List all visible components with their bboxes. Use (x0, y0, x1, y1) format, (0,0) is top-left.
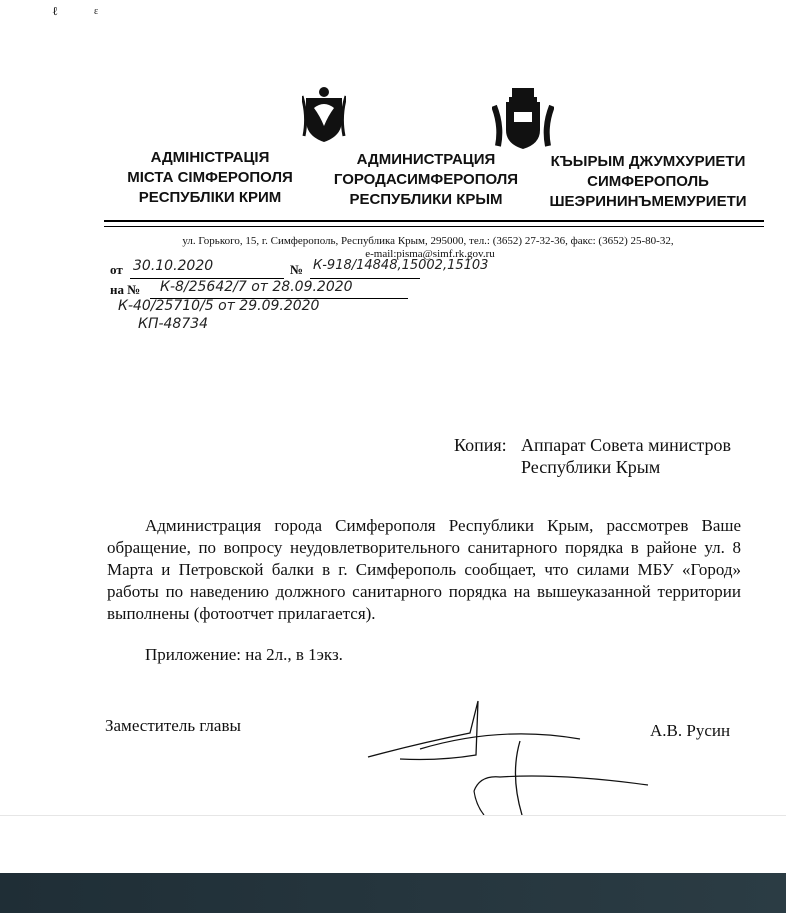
signatory-name: А.В. Русин (650, 721, 731, 740)
reference-label: на № (110, 282, 141, 297)
attachment-note: Приложение: на 2л., в 1экз. (145, 645, 343, 664)
header-center-line: АДМИНИСТРАЦИЯ (356, 151, 496, 168)
header-left-line: МІСТА СІМФЕРОПОЛЯ (127, 169, 293, 186)
number-value: К-918/14848,15002,15103 (313, 258, 489, 273)
header-left-line: АДМІНІСТРАЦІЯ (150, 149, 270, 166)
header-center-line: ГОРОДАСИМФЕРОПОЛЯ (333, 171, 519, 188)
header-russian (320, 150, 532, 210)
header-ukrainian (115, 148, 305, 208)
signatory-position: Заместитель главы (105, 716, 241, 735)
simferopol-coat-of-arms-icon (492, 86, 554, 152)
address-line: ул. Горького, 15, г. Симферополь, Республика Крым, 295000, тел.: (3652) 27-32-36, факс: (3652) 25-80-32, (182, 235, 674, 247)
scan-mark: ℓ (52, 4, 58, 18)
header-right-line: ШЕЭРИНИНЪМЕМУРИЕТИ (549, 193, 747, 210)
handwritten-signature (360, 695, 650, 815)
copy-recipient-line-2: Республики Крым (521, 457, 661, 477)
from-label: от (110, 262, 123, 277)
reference-line-4: КП-48734 (138, 316, 209, 332)
scan-mark: ɛ (94, 6, 99, 17)
copy-recipient-line-1: Аппарат Совета министров (521, 435, 731, 455)
viewer-footer-bar (0, 873, 786, 913)
reference-value: К-8/25642/7 от 28.09.2020 (160, 279, 353, 295)
copy-label: Копия: (454, 435, 507, 455)
header-right-line: СИМФЕРОПОЛЬ (587, 173, 709, 190)
viewer-bottom-area (0, 815, 786, 874)
email-line: e-mail:pisma@simf.rk.gov.ru (365, 248, 495, 260)
header-divider-thick (104, 220, 764, 222)
header-center-line: РЕСПУБЛИКИ КРЫМ (349, 191, 503, 208)
crimea-coat-of-arms-icon (302, 86, 346, 144)
reference-line-3: К-40/25710/5 от 29.09.2020 (118, 298, 320, 314)
header-crimean-tatar (534, 152, 762, 212)
from-date: 30.10.2020 (133, 258, 214, 274)
header-left-line: РЕСПУБЛІКИ КРИМ (138, 189, 282, 206)
number-label: № (290, 262, 304, 277)
header-divider-thin (104, 226, 764, 227)
letter-body: Администрация города Симферополя Республики Крым, рассмотрев Ваше обращение, по вопросу неудовлетворительного санитарного порядка в районе ул. 8 Марта и Петровской балки в г. Симферополь сообщает, что силами МБУ «Город» работы по наведению должного санитарного порядка на вышеуказанной территории выполнены (фотоотчет прилагается). (107, 516, 741, 623)
header-right-line: КЪЫРЫМ ДЖУМХУРИЕТИ (550, 153, 746, 170)
